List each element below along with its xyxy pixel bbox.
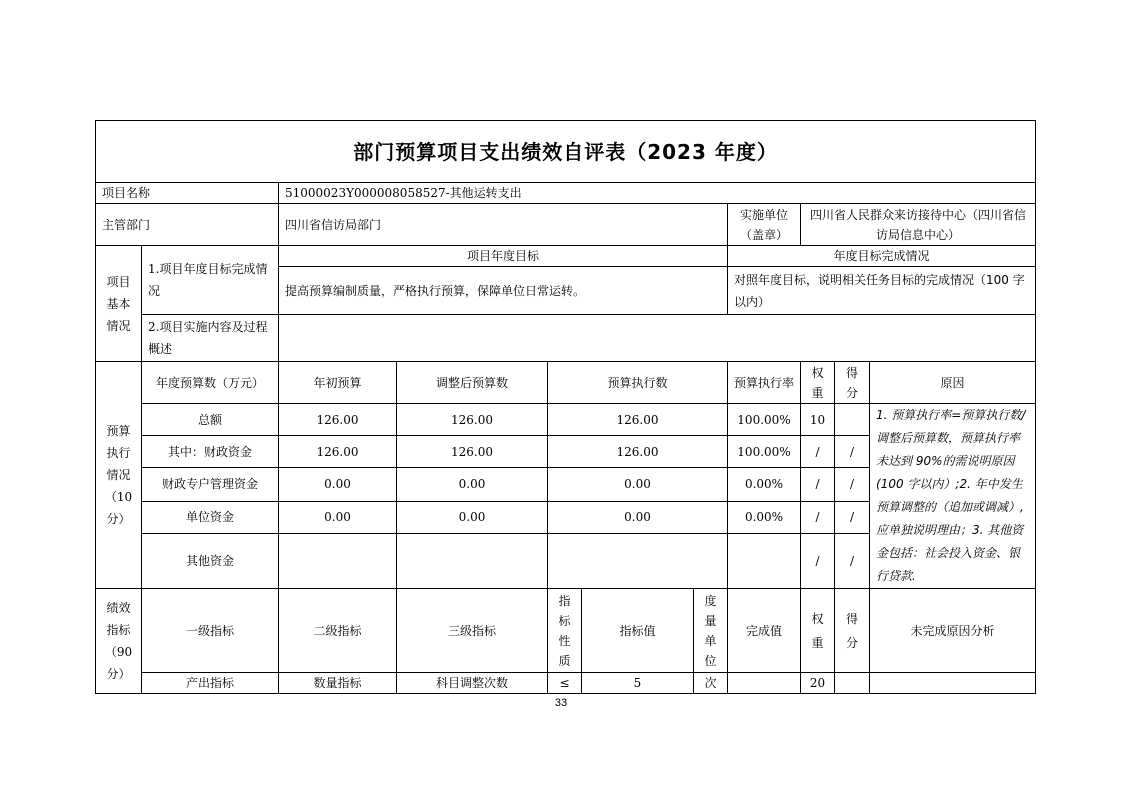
implementing-unit-label: 实施单位（盖章） bbox=[728, 204, 801, 246]
goal-completion-header: 年度目标完成情况 bbox=[728, 246, 1036, 267]
budget-row-score: / bbox=[835, 468, 870, 501]
perf-header-unit: 度量单位 bbox=[694, 589, 728, 673]
budget-row-label: 单位资金 bbox=[142, 501, 279, 533]
annual-goal-text: 提高预算编制质量，严格执行预算，保障单位日常运转。 bbox=[279, 267, 728, 315]
budget-row-weight: 10 bbox=[801, 404, 835, 436]
perf-row-reason bbox=[870, 673, 1036, 694]
budget-row-executed: 0.00 bbox=[548, 501, 728, 533]
budget-header-score: 得分 bbox=[835, 362, 870, 404]
budget-row-adjusted: 126.00 bbox=[397, 404, 548, 436]
budget-row-executed: 0.00 bbox=[548, 468, 728, 501]
budget-row-weight: / bbox=[801, 468, 835, 501]
budget-header-adjusted: 调整后预算数 bbox=[397, 362, 548, 404]
supervising-dept-label: 主管部门 bbox=[96, 204, 279, 246]
budget-row-executed: 126.00 bbox=[548, 436, 728, 468]
budget-row-executed bbox=[548, 533, 728, 588]
budget-header-executed: 预算执行数 bbox=[548, 362, 728, 404]
perf-header-level2: 二级指标 bbox=[279, 589, 397, 673]
budget-row-rate bbox=[728, 533, 801, 588]
budget-row-weight: / bbox=[801, 533, 835, 588]
budget-row-score: / bbox=[835, 501, 870, 533]
budget-header-initial: 年初预算 bbox=[279, 362, 397, 404]
budget-header-annual: 年度预算数（万元） bbox=[142, 362, 279, 404]
annual-goal-header: 项目年度目标 bbox=[279, 246, 728, 267]
budget-row-rate: 0.00% bbox=[728, 501, 801, 533]
supervising-dept-value: 四川省信访局部门 bbox=[279, 204, 728, 246]
perf-row-level2: 数量指标 bbox=[279, 673, 397, 694]
budget-row-adjusted bbox=[397, 533, 548, 588]
budget-row-rate: 100.00% bbox=[728, 404, 801, 436]
budget-row-initial: 0.00 bbox=[279, 501, 397, 533]
budget-row-label: 财政专户管理资金 bbox=[142, 468, 279, 501]
budget-row-score: / bbox=[835, 436, 870, 468]
budget-row-adjusted: 126.00 bbox=[397, 436, 548, 468]
form-title: 部门预算项目支出绩效自评表（2023 年度） bbox=[96, 121, 1036, 183]
perf-row-score bbox=[835, 673, 870, 694]
implementation-overview-value bbox=[279, 315, 1036, 362]
budget-row-adjusted: 0.00 bbox=[397, 468, 548, 501]
perf-row-value: 5 bbox=[582, 673, 694, 694]
budget-row-initial: 126.00 bbox=[279, 404, 397, 436]
budget-header-rate: 预算执行率 bbox=[728, 362, 801, 404]
perf-header-done: 完成值 bbox=[728, 589, 801, 673]
budget-row-executed: 126.00 bbox=[548, 404, 728, 436]
performance-self-evaluation-table bbox=[95, 120, 1036, 694]
budget-header-weight: 权重 bbox=[801, 362, 835, 404]
perf-header-level3: 三级指标 bbox=[397, 589, 548, 673]
implementation-overview-label: 2.项目实施内容及过程概述 bbox=[142, 315, 279, 362]
budget-row-label: 其他资金 bbox=[142, 533, 279, 588]
project-name-value: 51000023Y000008058527-其他运转支出 bbox=[279, 183, 1036, 204]
perf-row-unit: 次 bbox=[694, 673, 728, 694]
perf-row-level1: 产出指标 bbox=[142, 673, 279, 694]
budget-row-label: 其中：财政资金 bbox=[142, 436, 279, 468]
budget-row-score: / bbox=[835, 533, 870, 588]
budget-header-reason: 原因 bbox=[870, 362, 1036, 404]
perf-row-nature: ≤ bbox=[548, 673, 582, 694]
perf-header-weight: 权重 bbox=[801, 589, 835, 673]
budget-row-weight: / bbox=[801, 436, 835, 468]
budget-row-label: 总额 bbox=[142, 404, 279, 436]
budget-row-rate: 0.00% bbox=[728, 468, 801, 501]
budget-row-initial: 126.00 bbox=[279, 436, 397, 468]
budget-row-adjusted: 0.00 bbox=[397, 501, 548, 533]
goal-completion-text: 对照年度目标，说明相关任务目标的完成情况（100 字以内） bbox=[728, 267, 1036, 315]
goal-completion-row-label: 1.项目年度目标完成情况 bbox=[142, 246, 279, 315]
budget-row-rate: 100.00% bbox=[728, 436, 801, 468]
perf-header-level1: 一级指标 bbox=[142, 589, 279, 673]
basic-info-section-label: 项目基本情况 bbox=[96, 246, 142, 362]
perf-row-level3: 科目调整次数 bbox=[397, 673, 548, 694]
perf-row-done bbox=[728, 673, 801, 694]
implementing-unit-value: 四川省人民群众来访接待中心（四川省信访局信息中心） bbox=[801, 204, 1036, 246]
perf-header-reason: 未完成原因分析 bbox=[870, 589, 1036, 673]
perf-header-nature: 指标性质 bbox=[548, 589, 582, 673]
budget-row-initial bbox=[279, 533, 397, 588]
budget-section-label: 预算执行情况（10分） bbox=[96, 362, 142, 589]
page-number: 33 bbox=[554, 697, 568, 709]
budget-row-initial: 0.00 bbox=[279, 468, 397, 501]
budget-row-weight: / bbox=[801, 501, 835, 533]
perf-header-score: 得分 bbox=[835, 589, 870, 673]
budget-explanation-note: 1. 预算执行率=预算执行数/调整后预算数，预算执行率未达到 90%的需说明原因(100 字以内）;2. 年中发生预算调整的（追加或调减）, 应单独说明理由；3. 其他资金包括：社会投入资金、银行贷款. bbox=[870, 404, 1036, 589]
perf-row-weight: 20 bbox=[801, 673, 835, 694]
perf-header-value: 指标值 bbox=[582, 589, 694, 673]
budget-row-score bbox=[835, 404, 870, 436]
performance-section-label: 绩效指标（90分） bbox=[96, 589, 142, 694]
project-name-label: 项目名称 bbox=[96, 183, 279, 204]
